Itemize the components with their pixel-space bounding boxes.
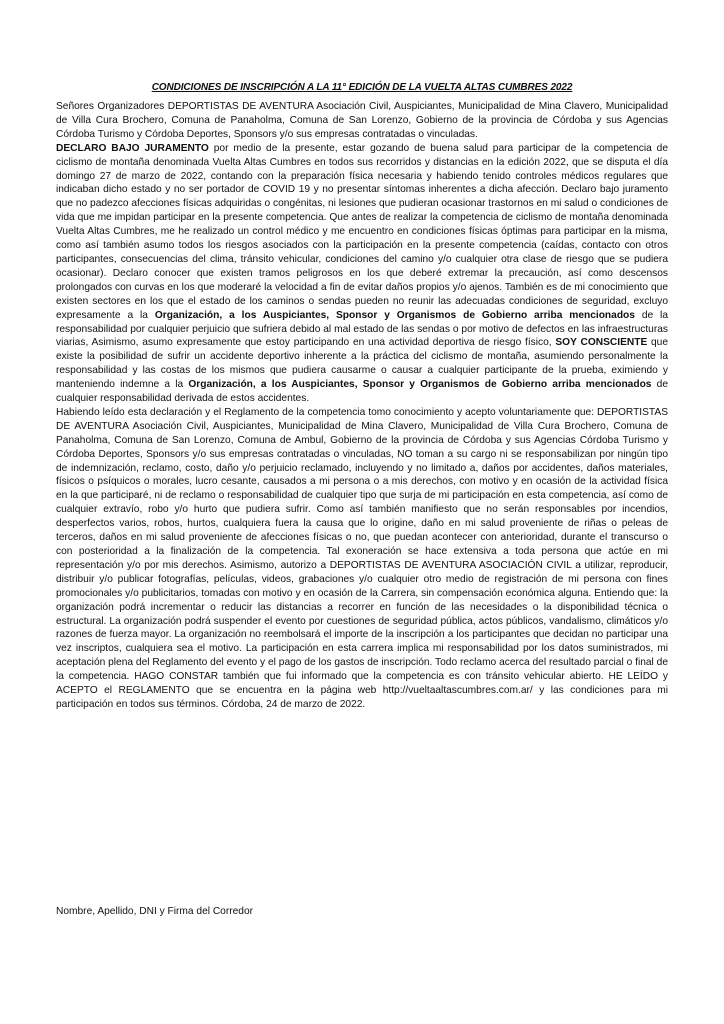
signature-line: Nombre, Apellido, DNI y Firma del Corredor <box>56 906 254 917</box>
bold-phrase: Organización, a los Auspiciantes, Sponsor y Organismos de Gobierno arriba mencionados <box>188 379 652 391</box>
paragraph-text: de cualquier responsabilidad derivada de estos accidentes. <box>56 379 668 405</box>
paragraph-text: por medio de la presente, estar gozando de buena salud para participar de la competencia de ciclismo de montaña denominada Vuelta Altas Cumbres en todos sus recorridos y distancias en la edición 2022, que se disputa el día domingo 27 de marzo de 2022, contando con la preparación física necesaria y habiendo tenido controles médicos regulares que indicaban dicho estado y no ser portador de COVID 19 y no presentar síntomas inherentes a dicha afección. Declaro bajo juramento que no padezco afecciones físicas adquiridas o congénitas, ni lesiones que pudieran ocasionar trastornos en mi salud o condiciones de vida que me impidan participar en la presente competencia. Que antes de realizar la competencia de ciclismo de montaña denominada Vuelta Altas Cumbres, me he realizado un control médico y me encuentro en condiciones físicas óptimas para participar en la misma, como así también asumo todos los riesgos asociados con la participación en la presente competencia (caídas, contacto con otros participantes, consecuencias del clima, tránsito vehicular, condiciones del camino y/o cualquier otra clase de riesgo que se pudiera ocasionar). Declaro conocer que existen tramos peligrosos en los que deberé extremar la precaución, así como descensos prolongados con curvas en los que moderaré la velocidad a fin de evitar daños propios y/o ajenos. También es de mi conocimiento que existen sectores en los que el estado de los caminos o sendas pueden no reunir las adecuadas condiciones de seguridad, excluyo expresamente a la <box>56 142 668 321</box>
recipients-paragraph: Señores Organizadores DEPORTISTAS DE AVENTURA Asociación Civil, Auspiciantes, Municipalidad de Mina Clavero, Municipalidad de Villa Cura Brochero, Comuna de Panaholma, Comuna de San Lorenzo, Gobierno de la provincia de Córdoba y sus Agencias Córdoba Turismo y Córdoba Deportes, Sponsors y/o sus empresas contratadas o vinculadas. <box>56 101 668 140</box>
document-title: CONDICIONES DE INSCRIPCIÓN A LA 11° EDICIÓN DE LA VUELTA ALTAS CUMBRES 2022 <box>151 82 573 93</box>
acceptance-paragraph: Habiendo leído esta declaración y el Reglamento de la competencia tomo conocimiento y acepto voluntariamente que: DEPORTISTAS DE AVENTURA Asociación Civil, Auspiciantes, Municipalidad de Mina Clavero, Municipalidad de Villa Cura Brochero, Comuna de Panaholma, Comuna de San Lorenzo, Comuna de Ambul, Gobierno de la provincia de Córdoba y sus Agencias Córdoba Turismo y Córdoba Deportes, Sponsors y/o sus empresas contratadas o vinculadas, NO toman a su cargo ni se responsabilizan por ningún tipo de indemnización, reclamo, costo, daño y/o perjuicio reclamado, incluyendo y no limitado a, daños por accidentes, daños materiales, físicos o psíquicos o morales, lucro cesante, causados a mi persona o a mis derechos, con motivo y en ocasión de la actividad física en la que participaré, ni de reclamo o responsabilidad de cualquier tipo que surja de mi participación en esta competencia, así como de cualquier extravío, robo y/o hurto que pudiera sufrir. Como así también manifiesto que no serán responsables por incendios, desperfectos varios, robos, hurtos, cualquiera fuera la causa que lo origine, daño en mi salud proveniente de riñas o peleas de terceros, daños en mi salud proveniente de afecciones físicas o no, que puedan acontecer con anterioridad, durante el transcurso o con posterioridad a la finalización de la competencia. Tal exoneración se hace extensiva a toda persona que actúe en mi representación y/o por mis derechos. Asimismo, autorizo a DEPORTISTAS DE AVENTURA ASOCIACIÓN CIVIL a utilizar, reproducir, distribuir y/o publicar fotografías, películas, videos, grabaciones y/o cualquier otro medio de registración de mi persona con fines promocionales y/o publicitarios, tomadas con motivo y en ocasión de la Carrera, sin compensación económica alguna. Entiendo que: la organización podrá incrementar o reducir las distancias a recorrer en función de las necesidades o la disponibilidad técnica o estructural. La organización podrá suspender el evento por cuestiones de seguridad pública, actos públicos, vandalismo, climáticos y/o razones de fuerza mayor. La organización no reembolsará el importe de la inscripción a los participantes que decidan no participar una vez inscriptos, cualquiera sea el motivo. La participación en esta carrera implica mi responsabilidad por los datos suministrados, mi aceptación plena del Reglamento del evento y el pago de los gastos de inscripción. Todo reclamo acerca del resultado parcial o final de la competencia. HAGO CONSTAR también que fui informado que la competencia es con tránsito vehicular abierto. HE LEÍDO y ACEPTO el REGLAMENTO que se encuentra en la página web http://vueltaaltascumbres.com.ar/ y las condiciones para mi participación en todos sus términos. Córdoba, 24 de marzo de 2022. <box>56 406 668 710</box>
bold-phrase: SOY CONSCIENTE <box>555 337 648 349</box>
paragraph-text: de la responsabilidad por cualquier perjuicio que sufriera debido al mal estado de las sendas o por motivo de defectos en las infraestructuras viarias, Asimismo, asumo expresamente que estoy participando en una actividad deportiva de riesgo físico, <box>56 309 668 349</box>
paragraph-text: que existe la posibilidad de sufrir un accidente deportivo inherente a la práctica del ciclismo de montaña, asumiendo personalmente la responsabilidad y las costas de los mismos que pudiera causarme o causar a cualquier participante de la prueba, eximiendo y manteniendo indemne a la <box>56 337 669 391</box>
bold-phrase: DECLARO BAJO JURAMENTO <box>56 142 209 154</box>
document-body <box>56 100 668 712</box>
sworn-declaration-paragraph <box>56 142 668 406</box>
bold-phrase: Organización, a los Auspiciantes, Sponsor y Organismos de Gobierno arriba mencionados <box>154 309 635 321</box>
